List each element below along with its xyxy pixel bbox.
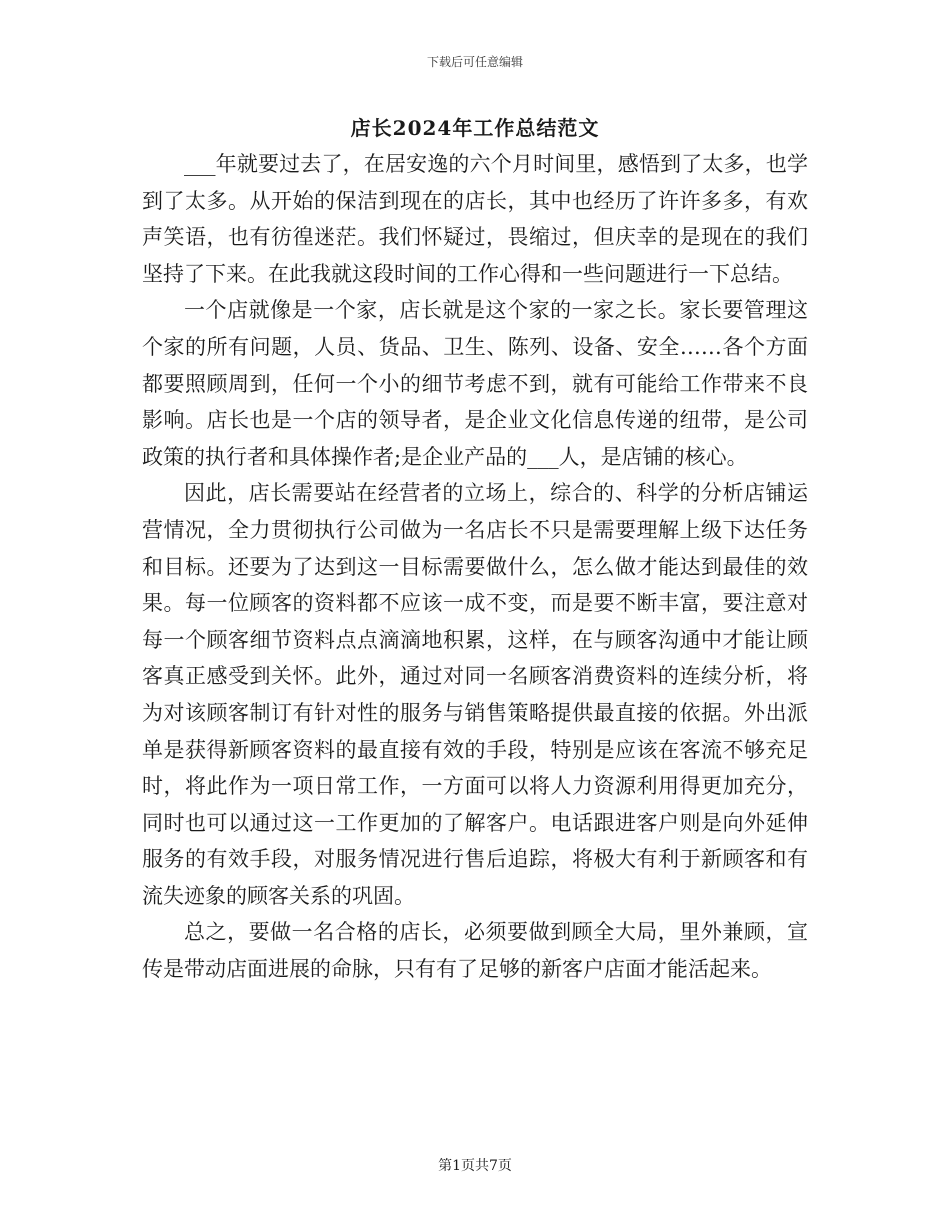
page-number-footer: 第1页共7页 xyxy=(438,1158,512,1174)
paragraph-intro: ___年就要过去了，在居安逸的六个月时间里，感悟到了太多，也学到了太多。从开始的保洁到现在的店长，其中也经历了许许多多，有欢声笑语，也有彷徨迷茫。我们怀疑过，畏缩过，但庆幸的是现在的我们坚持了下来。在此我就这段时间的工作心得和一些问题进行一下总结。 xyxy=(142,152,808,286)
document-title: 店长2024年工作总结范文 xyxy=(350,116,600,140)
paragraph-conclusion: 总之，要做一名合格的店长，必须要做到顾全大局，里外兼顾，宣传是带动店面进展的命脉，只有有了足够的新客户店面才能活起来。 xyxy=(142,920,808,982)
paragraph-customer-analysis: 因此，店长需要站在经营者的立场上，综合的、科学的分析店铺运营情况，全力贯彻执行公司做为一名店长不只是需要理解上级下达任务和目标。还要为了达到这一目标需要做什么，怎么做才能达到最佳的效果。每一位顾客的资料都不应该一成不变，而是要不断丰富，要注意对每一个顾客细节资料点点滴滴地积累，这样，在与顾客沟通中才能让顾客真正感受到关怀。此外，通过对同一名顾客消费资料的连续分析，将为对该顾客制订有针对性的服务与销售策略提供最直接的依据。外出派单是获得新顾客资料的最直接有效的手段，特别是应该在客流不够充足时，将此作为一项日常工作，一方面可以将人力资源利用得更加充分，同时也可以通过这一工作更加的了解客户。电话跟进客户则是向外延伸服务的有效手段，对服务情况进行售后追踪，将极大有利于新顾客和有流失迹象的顾客关系的巩固。 xyxy=(142,481,808,908)
paragraph-store-as-home: 一个店就像是一个家，店长就是这个家的一家之长。家长要管理这个家的所有问题，人员、货品、卫生、陈列、设备、安全……各个方面都要照顾周到，任何一个小的细节考虑不到，就有可能给工作带来不良影响。店长也是一个店的领导者，是企业文化信息传递的纽带，是公司政策的执行者和具体操作者;是企业产品的___人，是店铺的核心。 xyxy=(142,298,808,469)
document-body xyxy=(142,146,808,988)
page-header-note: 下载后可任意编辑 xyxy=(426,55,523,69)
